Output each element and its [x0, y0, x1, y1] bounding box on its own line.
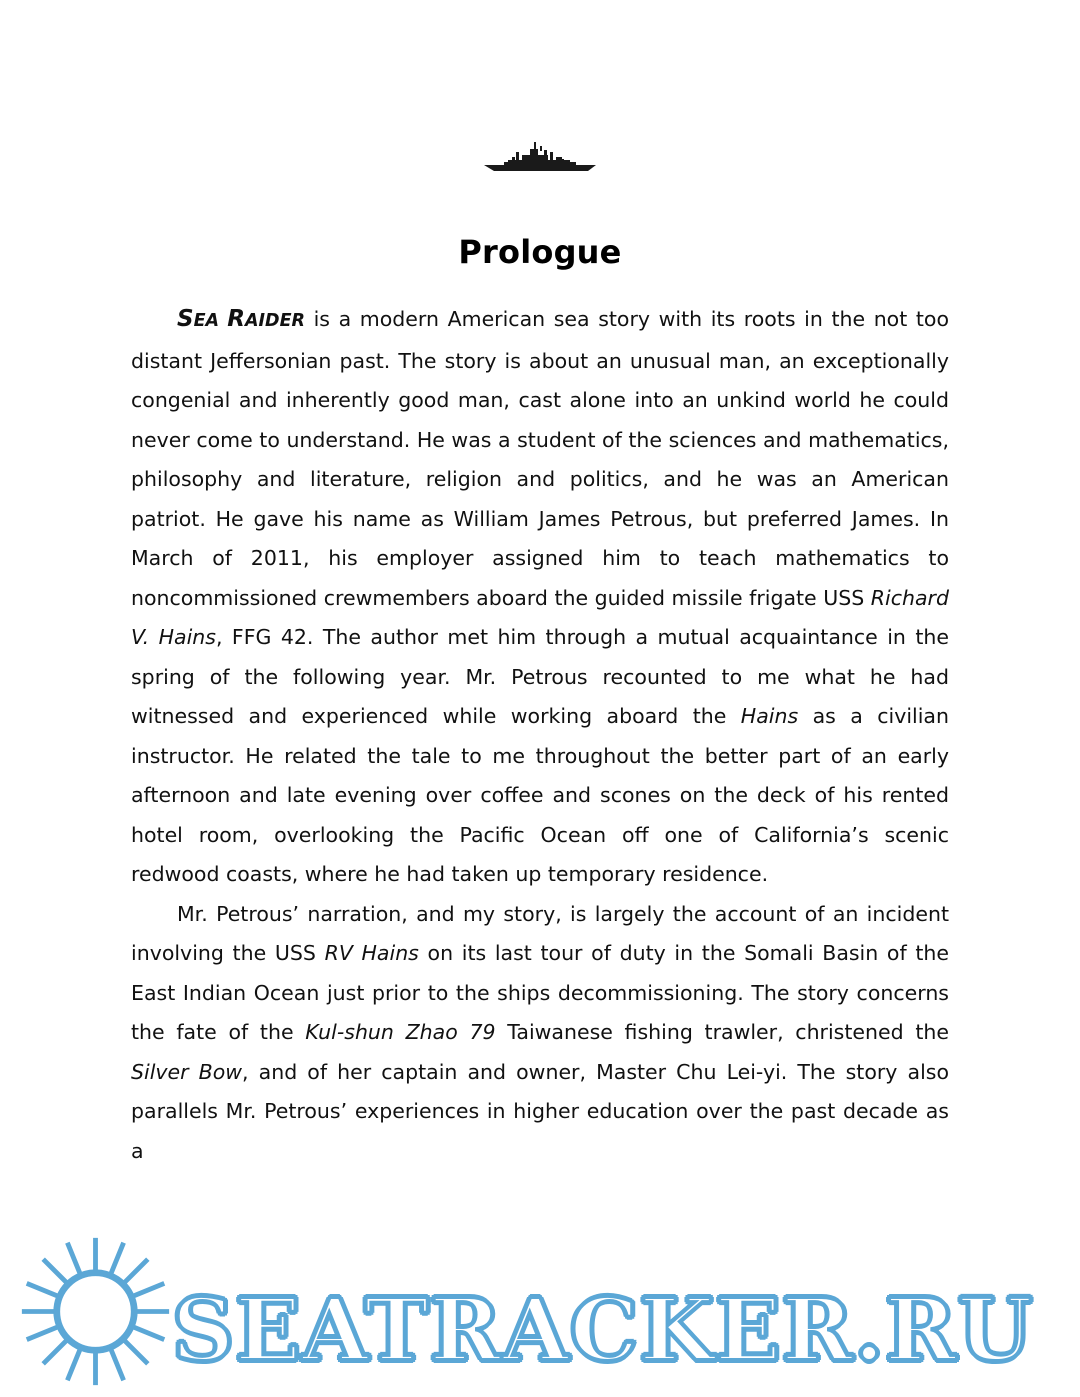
vessel-name-silver-bow: Silver Bow	[131, 1059, 243, 1084]
body-text	[131, 300, 949, 1171]
vessel-name-kul-shun-zhao: Kul-shun Zhao 79	[305, 1020, 496, 1044]
paragraph-1-text-2: , FFG 42. The author met him through a mutual acquaintance in the spring of the following year. Mr. Petrous recounted to me what he had witnessed and experienced while working aboard the	[131, 625, 949, 728]
paragraph-1	[131, 300, 949, 895]
paragraph-2	[131, 895, 949, 1172]
sunburst-icon	[18, 1234, 173, 1389]
warship-silhouette-icon	[478, 138, 602, 178]
dropcap-lead: SEA RAIDER	[177, 306, 305, 332]
paragraph-1-text-1: is a modern American sea story with its roots in the not too distant Jeffersonian past. The story is about an unusual man, an exceptionally congenial and inherently good man, cast alone into an unkind world he could never come to understand. He was a student of the sciences and mathematics, philosophy and literature, religion and politics, and he was an American patriot. He gave his name as William James Petrous, but preferred James. In March of 2011, his employer assigned him to teach mathematics to noncommissioned crewmembers aboard the guided missile frigate USS	[131, 307, 949, 610]
paragraph-2-text-1: Mr. Petrous’ narration, and my story, is largely the account of an incident involving the USS	[131, 901, 949, 965]
ship-name-hains: Hains	[740, 704, 799, 728]
ship-name-richard-v-hains: Richard V. Hains	[131, 585, 949, 649]
page-title: Prologue	[458, 233, 622, 271]
paragraph-2-text-3: Taiwanese fishing trawler, christened the	[495, 1020, 949, 1044]
ship-name-rv-hains: RV Hains	[324, 941, 419, 965]
paragraph-2-text-4: , and of her captain and owner, Master Chu Lei-yi. The story also parallels Mr. Petrous’ experiences in higher education over the past decade as a	[131, 1059, 950, 1163]
paragraph-1-text-3: as a civilian instructor. He related the tale to me throughout the better part of an early afternoon and late evening over coffee and scones on the deck of his rented hotel room, overlooking the Pacific Ocean off one of California’s scenic redwood coasts, where he had taken up temporary residence.	[131, 704, 949, 886]
paragraph-2-text-2: on its last tour of duty in the Somali Basin of the East Indian Ocean just prior to the ships decommissioning. The story concerns the fate of the	[131, 941, 949, 1044]
watermark	[0, 1222, 1080, 1397]
chapter-ornament	[0, 138, 1080, 182]
watermark-text: SEATRACKER.RU	[172, 1280, 1034, 1381]
